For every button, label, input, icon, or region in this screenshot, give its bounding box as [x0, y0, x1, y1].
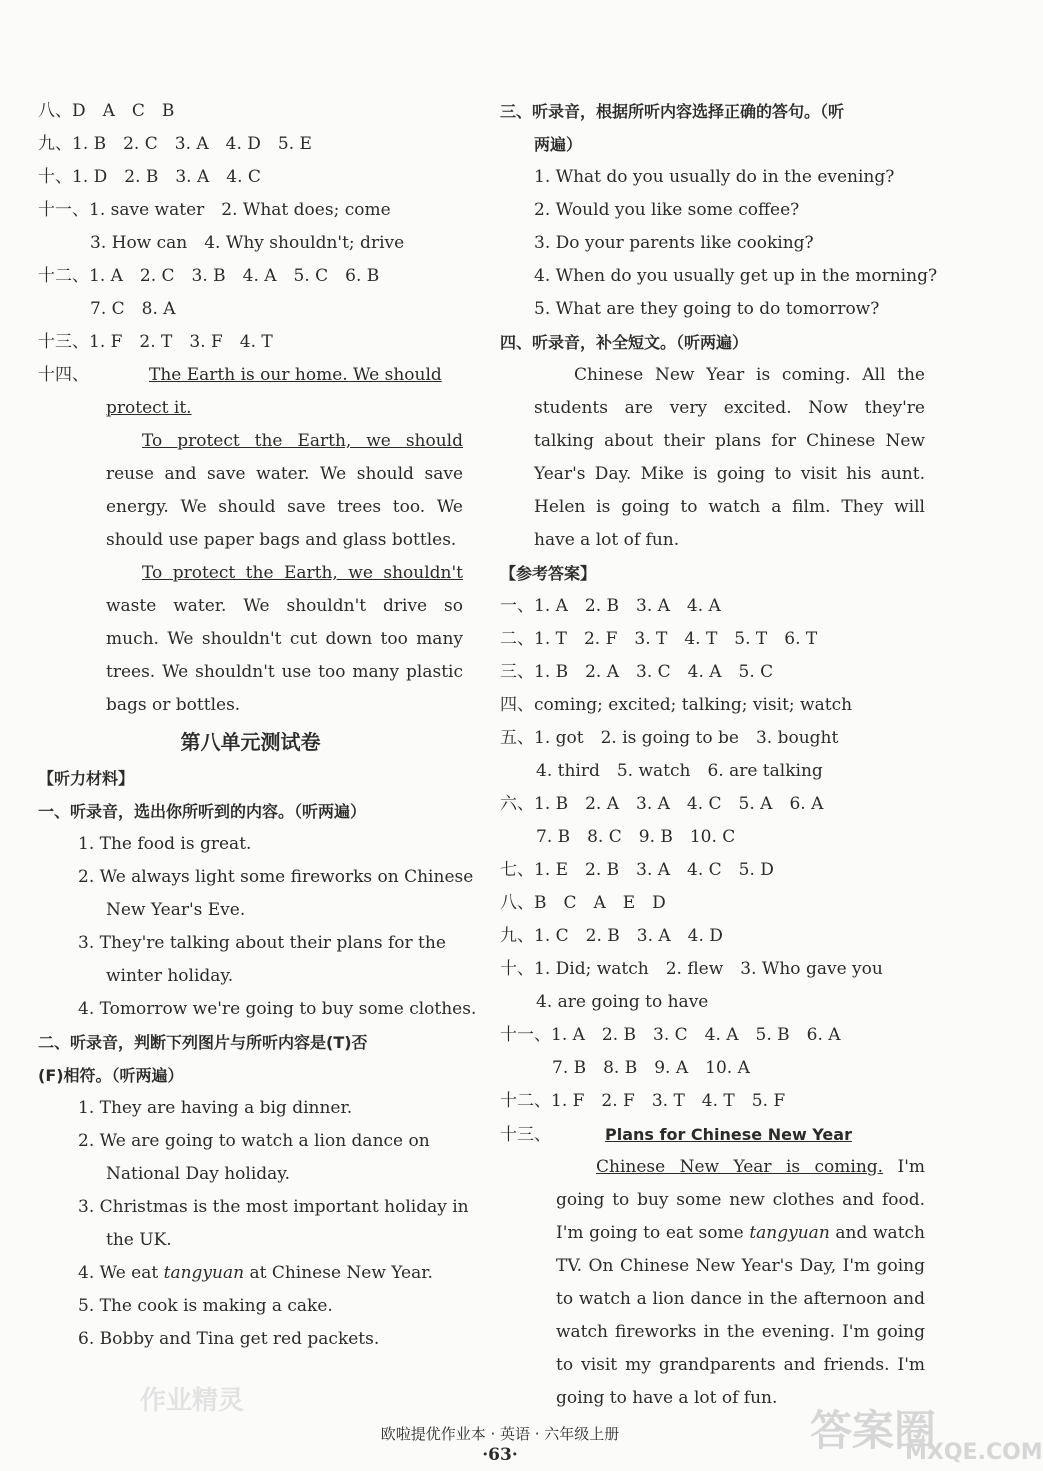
listen-3-2: 2. Would you like some coffee?: [534, 200, 800, 220]
answer-line-12a: 十二、1. A 2. C 3. B 4. A 5. C 6. B: [38, 266, 380, 286]
site-watermark-url: MXQE.COM: [905, 1440, 1043, 1465]
listen-2-4: 4. We eat tangyuan at Chinese New Year.: [78, 1263, 433, 1283]
section-1-title: 一、听录音，选出你所听到的内容。（听两遍）: [38, 802, 367, 821]
ref-answer-3: 三、1. B 2. A 3. C 4. A 5. C: [500, 662, 774, 682]
ref-answer-8: 八、B C A E D: [500, 893, 666, 913]
section-2-title-b: (F)相符。（听两遍）: [38, 1066, 184, 1085]
listen-2-3a: 3. Christmas is the most important holiday in: [78, 1197, 469, 1217]
listen-2-2a: 2. We are going to watch a lion dance on: [78, 1131, 430, 1151]
answer-line-8: 八、D A C B: [38, 101, 175, 121]
ref-answer-6b: 7. B 8. C 9. B 10. C: [536, 827, 736, 847]
site-watermark: 答案圈: [810, 1406, 937, 1455]
answer-line-11a: 十一、1. save water 2. What does; come: [38, 200, 391, 220]
listen-3-4: 4. When do you usually get up in the morning?: [534, 266, 938, 286]
page-number: ·63·: [482, 1445, 518, 1465]
answer-line-13: 十三、1. F 2. T 3. F 4. T: [38, 332, 273, 352]
section-4-title: 四、听录音，补全短文。（听两遍）: [500, 333, 749, 352]
listen-1-1: 1. The food is great.: [78, 834, 252, 854]
reference-answers-title: 【参考答案】: [500, 564, 597, 583]
section-3-title-a: 三、听录音，根据所听内容选择正确的答句。（听: [500, 102, 845, 121]
listen-1-3b: winter holiday.: [106, 966, 234, 986]
listen-3-1: 1. What do you usually do in the evening?: [534, 167, 895, 187]
section-3-title-b: 两遍）: [534, 135, 583, 154]
essay-paragraph-1: To protect the Earth, we should reuse and save water. We should save energy. We should save trees too. We should use paper bags and glass bottles.: [106, 431, 463, 550]
listen-2-6: 6. Bobby and Tina get red packets.: [78, 1329, 380, 1349]
answer-line-14: [38, 359, 463, 392]
listen-1-2a: 2. We always light some fireworks on Chinese: [78, 867, 474, 887]
ref-answer-5a: 五、1. got 2. is going to be 3. bought: [500, 728, 839, 748]
ref-answer-12: 十二、1. F 2. F 3. T 4. T 5. F: [500, 1091, 786, 1111]
stamp-watermark: 作业精灵: [140, 1386, 245, 1416]
section-label: 十四、: [38, 365, 89, 385]
ref-answer-10a: 十、1. Did; watch 2. flew 3. Who gave you: [500, 959, 883, 979]
section-2-title-a: 二、听录音，判断下列图片与所听内容是(T)否: [38, 1033, 368, 1052]
ref-answer-13: [500, 1118, 925, 1151]
listen-1-3a: 3. They're talking about their plans for the: [78, 933, 446, 953]
unit-title: 第八单元测试卷: [180, 730, 321, 754]
listen-1-2b: New Year's Eve.: [106, 900, 246, 920]
answer-line-10: 十、1. D 2. B 3. A 4. C: [38, 167, 261, 187]
essay-paragraph-2: To protect the Earth, we shouldn't waste water. We shouldn't drive so much. We shouldn't cut down too many trees. We shouldn't use too many plastic bags or bottles.: [106, 563, 463, 715]
essay-topic-cont: protect it.: [106, 398, 192, 418]
answer-line-11b: 3. How can 4. Why shouldn't; drive: [90, 233, 405, 253]
listen-2-3b: the UK.: [106, 1230, 172, 1250]
right-column: [500, 95, 938, 1415]
listen-2-5: 5. The cook is making a cake.: [78, 1296, 333, 1316]
ref-answer-7: 七、1. E 2. B 3. A 4. C 5. D: [500, 860, 774, 880]
listen-3-3: 3. Do your parents like cooking?: [534, 233, 814, 253]
listen-2-2b: National Day holiday.: [106, 1164, 291, 1184]
ref-answer-6a: 六、1. B 2. A 3. A 4. C 5. A 6. A: [500, 794, 824, 814]
listen-3-5: 5. What are they going to do tomorrow?: [534, 299, 880, 319]
listen-2-1: 1. They are having a big dinner.: [78, 1098, 353, 1118]
left-column: [38, 95, 477, 1356]
answer-line-12b: 7. C 8. A: [90, 299, 176, 319]
section-label: 十三、: [500, 1125, 551, 1145]
listen-1-4: 4. Tomorrow we're going to buy some clothes.: [78, 999, 477, 1019]
answer-line-9: 九、1. B 2. C 3. A 4. D 5. E: [38, 134, 312, 154]
ref-answer-11b: 7. B 8. B 9. A 10. A: [552, 1058, 750, 1078]
ref-answer-2: 二、1. T 2. F 3. T 4. T 5. T 6. T: [500, 629, 818, 649]
ref-answer-9: 九、1. C 2. B 3. A 4. D: [500, 926, 723, 946]
listen-4-passage: Chinese New Year is coming. All the students are very excited. Now they're talking about their plans for Chinese New Year's Day. Mike is going to visit his aunt. Helen is going to watch a film. They will have a lot of fun.: [534, 365, 925, 550]
ref-answer-5b: 4. third 5. watch 6. are talking: [536, 761, 823, 781]
book-footer: 欧啦提优作业本 · 英语 · 六年级上册: [380, 1425, 620, 1443]
ref-answer-11a: 十一、1. A 2. B 3. C 4. A 5. B 6. A: [500, 1025, 841, 1045]
listening-material-title: 【听力材料】: [38, 769, 135, 788]
essay-title: Plans for Chinese New Year: [605, 1125, 852, 1144]
ref-answer-4: 四、coming; excited; talking; visit; watch: [500, 695, 853, 715]
ref-answer-1: 一、1. A 2. B 3. A 4. A: [500, 596, 721, 616]
ref-answer-10b: 4. are going to have: [536, 992, 709, 1012]
essay-topic: The Earth is our home. We should: [149, 365, 442, 385]
essay-body: Chinese New Year is coming. I'm going to buy some new clothes and food. I'm going to eat some tangyuan and watch TV. On Chinese New Year's Day, I'm going to watch a lion dance in the afternoon and watch fireworks in the evening. I'm going to visit my grandparents and friends. I'm going to have a lot of fun.: [556, 1157, 925, 1408]
